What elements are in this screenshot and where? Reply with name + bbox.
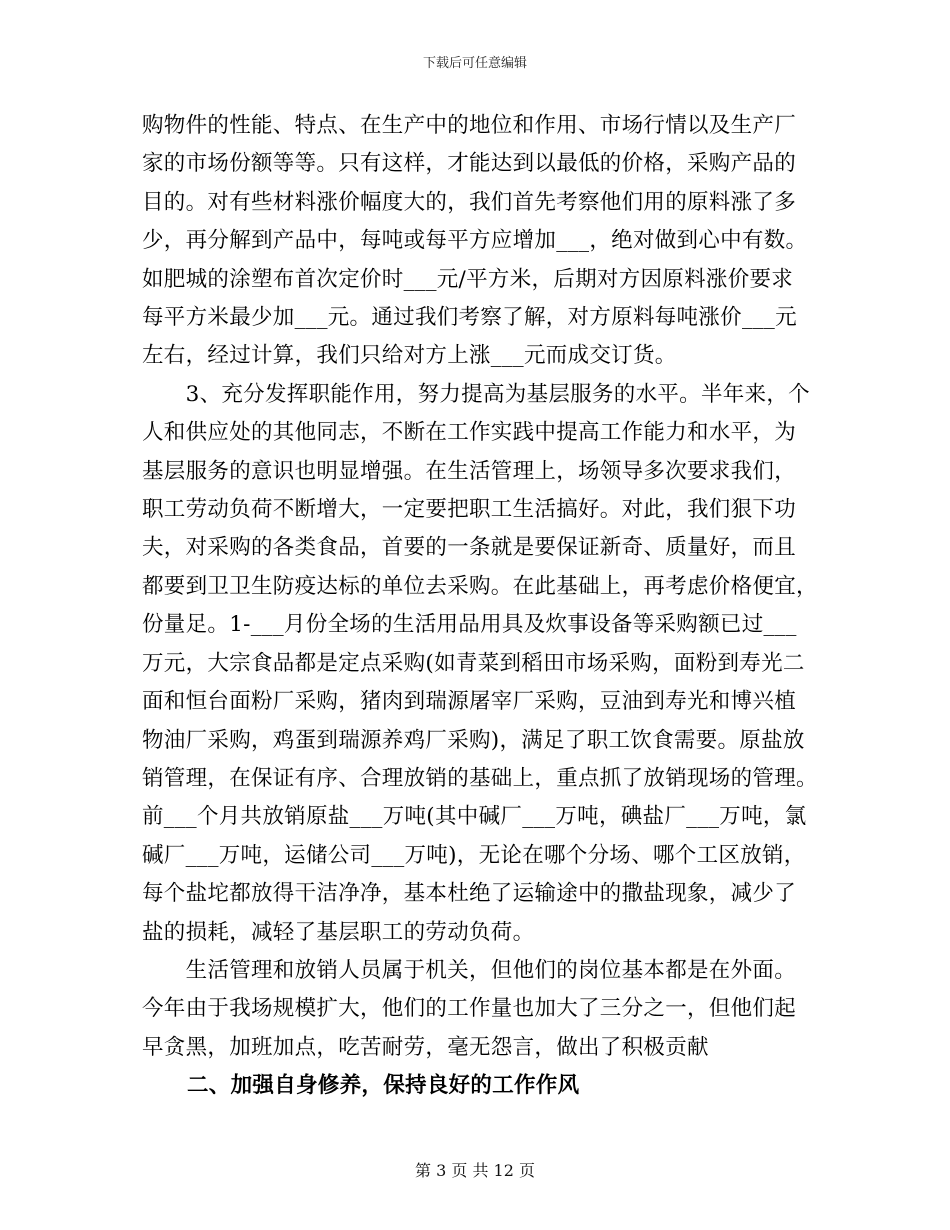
body-text: [142, 107, 818, 1067]
text-line: 每个盐坨都放得干洁净净，基本杜绝了运输途中的撒盐现象，减少了: [142, 881, 797, 907]
text-line: 职工劳动负荷不断增大，一定要把职工生活搞好。对此，我们狠下功: [142, 497, 797, 523]
text-line: 人和供应处的其他同志，不断在工作实践中提高工作能力和水平，为: [142, 420, 797, 446]
text-line: 销管理，在保证有序、合理放销的基础上，重点抓了放销现场的管理。: [142, 765, 818, 791]
text-line: 今年由于我场规模扩大，他们的工作量也加大了三分之一，但他们起: [142, 996, 797, 1022]
text-line: 碱厂___万吨，运储公司___万吨)，无论在哪个分场、哪个工区放销，: [142, 842, 806, 868]
text-line: 早贪黑，加班加点，吃苦耐劳，毫无怨言，做出了积极贡献: [142, 1034, 709, 1060]
text-line: 每平方米最少加___元。通过我们考察了解，对方原料每吨涨价___元: [142, 305, 797, 331]
page-header-note: 下载后可任意编辑: [422, 56, 527, 71]
text-line: 购物件的性能、特点、在生产中的地位和作用、市场行情以及生产厂: [142, 113, 797, 138]
text-line: 份量足。1-___月份全场的生活用品用具及炊事设备等采购额已过___: [142, 612, 797, 638]
text-line: 都要到卫卫生防疫达标的单位去采购。在此基础上，再考虑价格便宜，: [142, 573, 818, 599]
text-line: 家的市场份额等等。只有这样，才能达到以最低的价格，采购产品的: [142, 151, 797, 177]
document-body: [142, 107, 818, 1106]
text-line: 少，再分解到产品中，每吨或每平方应增加___，绝对做到心中有数。: [142, 228, 808, 254]
text-line: 生活管理和放销人员属于机关，但他们的岗位基本都是在外面。: [142, 957, 797, 983]
text-line: 如肥城的涂塑布首次定价时___元/平方米，后期对方因原料涨价要求: [142, 266, 794, 292]
text-line: 3、充分发挥职能作用，努力提高为基层服务的水平。半年来，个: [142, 381, 810, 407]
section-heading: 二、加强自身修养，保持良好的工作作风: [187, 1073, 580, 1099]
text-line: 盐的损耗，减轻了基层职工的劳动负荷。: [142, 919, 535, 945]
text-line: 夫，对采购的各类食品，首要的一条就是要保证新奇、质量好，而且: [142, 535, 797, 561]
text-line: 前___个月共放销原盐___万吨(其中碱厂___万吨，碘盐厂___万吨，氯: [142, 804, 807, 830]
text-line: 目的。对有些材料涨价幅度大的，我们首先考察他们用的原料涨了多: [142, 189, 797, 215]
page-number: 第 3 页 共 12 页: [415, 1161, 535, 1180]
text-line: 万元，大宗食品都是定点采购(如青菜到稻田市场采购，面粉到寿光二: [142, 650, 805, 676]
text-line: 物油厂采购，鸡蛋到瑞源养鸡厂采购)，满足了职工饮食需要。原盐放: [142, 727, 805, 753]
text-line: 面和恒台面粉厂采购，猪肉到瑞源屠宰厂采购，豆油到寿光和博兴植: [142, 689, 797, 715]
text-line: 基层服务的意识也明显增强。在生活管理上，场领导多次要求我们，: [142, 458, 797, 484]
text-line: 左右，经过计算，我们只给对方上涨___元而成交订货。: [142, 343, 677, 369]
